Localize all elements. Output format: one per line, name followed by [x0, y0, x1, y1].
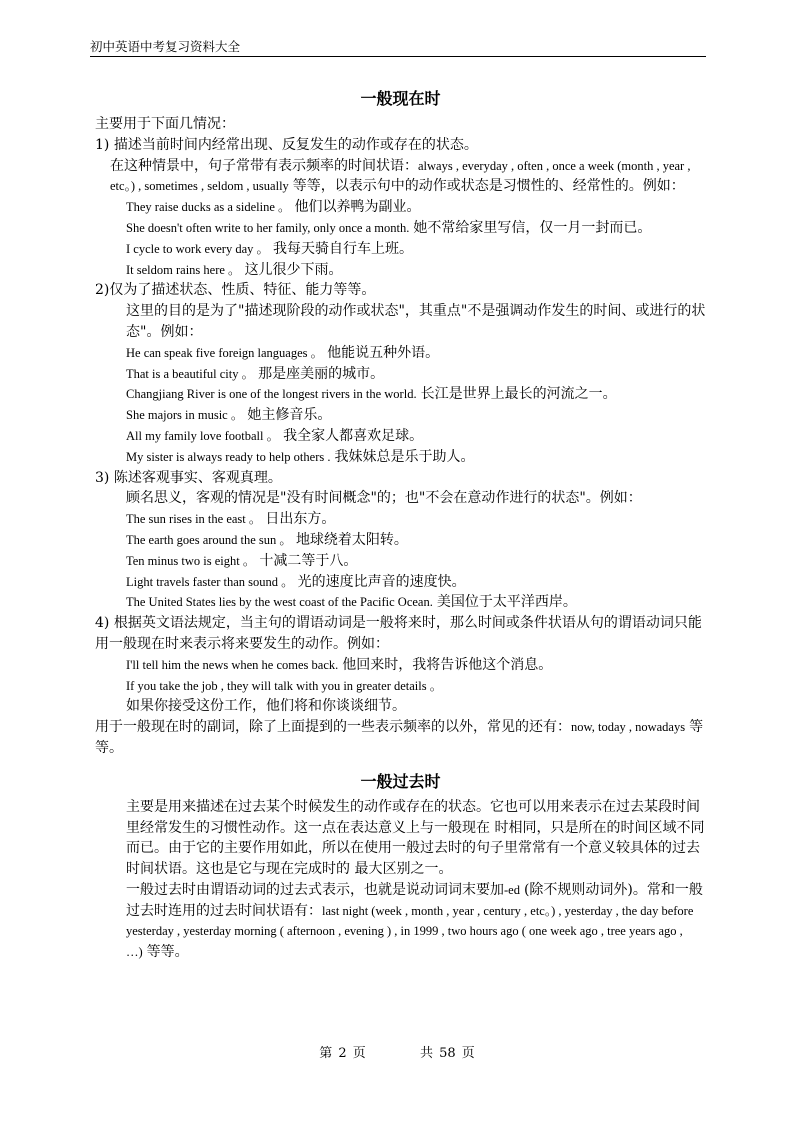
example-line: It seldom rains here 。 这儿很少下雨。 — [126, 261, 343, 278]
section-title-simple-past: 一般过去时 — [360, 771, 441, 791]
point-2-body: 这里的目的是为了"描述现阶段的动作或状态"，其重点"不是强调动作发生的时间、或进行的状态"。例如： — [126, 303, 706, 340]
example-line: Light travels faster than sound 。 光的速度比声音的速度快。 — [126, 573, 466, 590]
total-pages: 共 58 页 — [419, 1046, 475, 1061]
example-line: If you take the job , they will talk with you in greater details 。 — [126, 678, 443, 693]
example-line: She doesn't often write to her family, only once a month. 她不常给家里写信，仅一月一封而已。 — [126, 219, 652, 236]
example-line: That is a beautiful city 。 那是座美丽的城市。 — [126, 365, 385, 382]
point-4-heading: 4) 根据英文语法规定，当主句的谓语动词是一般将来时，那么时间或条件状语从句的谓语动词只能用一般现在时来表示将来要发生的动作。例如： — [95, 615, 702, 652]
point-1-body — [95, 156, 706, 198]
frequency-adverbs: always , everyday , often , once a week (month , year , etc。) , sometimes , seldom , usually — [110, 158, 691, 194]
page-footer — [0, 1042, 794, 1061]
past-paragraph-2: 一般过去时由谓语动词的过去式表示，也就是说动词词末要加-ed (除不规则动词外)。常和一般过去时连用的过去时间状语有：last night (week , month , year , century , etc。) , yesterday , the day before yesterday , yesterday morning ( afternoon , evening ) , in 1999 , two hours ago ( one week ago , tree years ago , …) 等等。 — [126, 881, 703, 961]
example-line: They raise ducks as a sideline 。 他们以养鸭为副业。 — [126, 199, 421, 216]
point-1-heading: 1) 描述当前时间内经常出现、反复发生的动作或存在的状态。 — [95, 136, 478, 153]
example-line: The sun rises in the east 。 日出东方。 — [126, 511, 336, 528]
point-3-body: 顾名思义，客观的情况是"没有时间概念"的；也"不会在意动作进行的状态"。例如： — [126, 490, 642, 507]
example-line: All my family love football 。 我全家人都喜欢足球。 — [126, 427, 424, 444]
past-time-adverbials: last night (week , month , year , century , etc。) , yesterday , the day before yesterday , yesterday morning ( afternoon , evening ) , in 1999 , two hours ago ( one week ago , tree years ago , …) — [126, 903, 694, 960]
example-line: I'll tell him the news when he comes back. 他回来时，我将告诉他这个消息。 — [126, 656, 553, 673]
example-line: He can speak five foreign languages 。 他能说五种外语。 — [126, 344, 440, 361]
point-1-body-b: 等等，以表示句中的动作或状态是习惯性的、经常性的。例如： — [292, 178, 685, 195]
point-1-body-a: 在这种情景中，句子常带有表示频率的时间状语： — [110, 157, 418, 174]
section-intro: 主要用于下面几情况： — [95, 116, 235, 132]
example-line: My sister is always ready to help others . 我妹妹总是乐于助人。 — [126, 448, 475, 465]
point-2-heading: 2)仅为了描述状态、性质、特征、能力等等。 — [95, 282, 376, 299]
example-line: I cycle to work every day 。 我每天骑自行车上班。 — [126, 240, 413, 257]
page-header — [90, 37, 706, 57]
past-paragraph-1: 主要是用来描述在过去某个时候发生的动作或存在的状态。它也可以用来表示在过去某段时间里经常发生的习惯性动作。这一点在表达意义上与一般现在 时相同，只是所在的时间区域不同而已。由于它的主要作用如此，所以在使用一般过去时的句子里常常有一个意义较具体的过去时间状语。这也是它与现在完成时的 最大区别之一。 — [126, 798, 705, 878]
example-line: Ten minus two is eight 。 十减二等于八。 — [126, 552, 358, 569]
example-line: She majors in music 。 她主修音乐。 — [126, 407, 332, 424]
page-number: 第 2 页 — [319, 1046, 366, 1061]
adverbs-paragraph: 用于一般现在时的副词，除了上面提到的一些表示频率的以外，常见的还有：now, today , nowadays 等等。 — [95, 719, 704, 756]
example-line: Changjiang River is one of the longest rivers in the world. 长江是世界上最长的河流之一。 — [126, 386, 617, 403]
header-title: 初中英语中考复习资料大全 — [90, 39, 241, 54]
adverbs-list: now, today , nowadays — [571, 720, 686, 735]
example-translation: 如果你接受这份工作，他们将和你谈谈细节。 — [126, 698, 406, 715]
section-title-simple-present: 一般现在时 — [360, 89, 441, 108]
example-line: The earth goes around the sun 。 地球绕着太阳转。 — [126, 531, 408, 548]
document-body — [95, 84, 706, 963]
point-3-heading: 3) 陈述客观事实、客观真理。 — [95, 469, 282, 486]
example-line: The United States lies by the west coast of the Pacific Ocean. 美国位于太平洋西岸。 — [126, 594, 577, 611]
